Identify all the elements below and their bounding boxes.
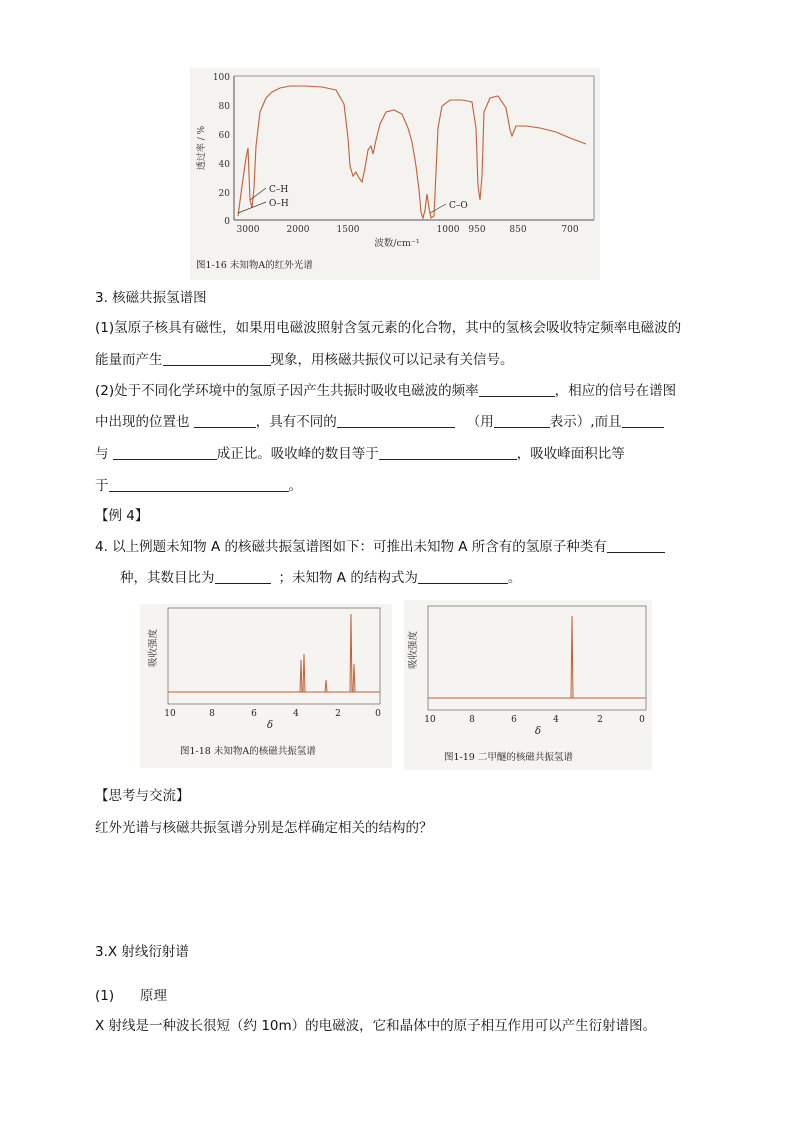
nmr-b-ylabel: 吸收强度 <box>408 630 419 670</box>
text-run: ，相应的信号在谱图 <box>554 383 677 399</box>
text-run: （用 <box>466 414 494 430</box>
ir-ytick: 100 <box>212 73 230 83</box>
ir-xtick: 2000 <box>286 225 310 235</box>
fill-blank-area-ratio[interactable] <box>109 477 289 492</box>
ir-ytick: 80 <box>218 102 230 112</box>
xray-subheading-text: (1) 原理 <box>95 988 167 1004</box>
section-heading-nmr <box>95 288 207 308</box>
ir-xtick: 1500 <box>336 225 360 235</box>
nmr-b-tick: 10 <box>424 715 436 725</box>
think-question <box>95 818 433 838</box>
paragraph-2-line-1 <box>95 381 676 401</box>
fill-blank-ratio[interactable] <box>215 569 271 584</box>
nmr-a-tick: 6 <box>251 709 257 719</box>
ir-annotation-co: C–O <box>449 201 468 211</box>
fill-blank-symbol[interactable] <box>494 413 550 428</box>
fill-blank-structure[interactable] <box>418 569 508 584</box>
ir-xtick: 3000 <box>236 225 260 235</box>
nmr-b-tick: 8 <box>469 715 475 725</box>
ir-xlabel: 波数/cm⁻¹ <box>374 238 420 249</box>
ir-xtick: 850 <box>509 225 527 235</box>
fill-blank-position[interactable] <box>194 413 256 428</box>
nmr-b-tick: 4 <box>553 715 559 725</box>
text-run: 中出现的位置也 <box>95 414 194 430</box>
ir-ytick: 0 <box>224 217 230 227</box>
nmr-spectrum-b-plot <box>404 600 652 770</box>
ir-ytick: 60 <box>218 131 230 141</box>
text-run: (2)处于不同化学环境中的氢原子因产生共振时吸收电磁波的频率 <box>95 383 479 399</box>
text-run: 种，其数目比为 <box>120 570 215 586</box>
xray-subheading <box>95 986 167 1006</box>
nmr-a-ylabel: 吸收强度 <box>148 628 159 668</box>
ir-xtick: 700 <box>561 225 579 235</box>
text-run: 与 <box>95 446 113 462</box>
example-label <box>95 506 148 526</box>
example-label-text: 【例 4】 <box>95 508 149 524</box>
ir-caption: 图1-16 未知物A的红外光谱 <box>196 260 313 271</box>
nmr-a-tick: 8 <box>209 709 215 719</box>
ir-xtick: 950 <box>468 225 486 235</box>
nmr-a-caption: 图1-18 未知物A的核磁共振氢谱 <box>180 746 316 757</box>
fill-blank-frequency[interactable] <box>479 382 555 397</box>
text-run: 。 <box>507 570 522 586</box>
text-run: ，具有不同的 <box>255 414 337 430</box>
ir-spectrum-figure <box>190 68 600 280</box>
text-run: ；未知物 A 的结构式为 <box>278 570 418 586</box>
paragraph-2-line-3 <box>95 444 625 464</box>
paragraph-2-line-4 <box>95 476 302 496</box>
fill-blank-h-types[interactable] <box>607 538 665 553</box>
text-run: 能量而产生 <box>95 352 163 368</box>
fill-blank-and[interactable] <box>622 413 664 428</box>
nmr-spectrum-a-figure <box>140 604 392 768</box>
paragraph-1-line-1 <box>95 318 681 338</box>
think-label <box>95 786 190 806</box>
section-heading-xray <box>95 942 189 962</box>
nmr-b-caption: 图1-19 二甲醚的核磁共振氢谱 <box>444 752 573 763</box>
nmr-a-tick: 10 <box>164 709 176 719</box>
nmr-b-tick: 6 <box>511 715 517 725</box>
paragraph-2-line-2 <box>95 412 664 432</box>
text-run: 4. 以上例题未知物 A 的核磁共振氢谱图如下：可推出未知物 A 所含有的氢原子种类有 <box>95 539 607 555</box>
ir-spectrum-plot <box>190 68 600 280</box>
text-run: (1)氢原子核具有磁性，如果用电磁波照射含氢元素的化合物，其中的氢核会吸收特定频率电磁波的 <box>95 320 682 336</box>
nmr-spectrum-b-figure <box>404 600 652 770</box>
xray-paragraph <box>95 1016 656 1036</box>
text-run: 表示）,而且 <box>549 414 622 430</box>
text-run: 。 <box>288 478 302 494</box>
ir-xtick: 1000 <box>436 225 460 235</box>
text-run: 于 <box>95 478 109 494</box>
think-label-text: 【思考与交流】 <box>95 788 190 804</box>
fill-blank-phenomenon[interactable] <box>163 351 271 366</box>
think-question-text: 红外光谱与核磁共振氢谱分别是怎样确定相关的结构的？ <box>95 820 433 836</box>
nmr-a-tick: 2 <box>335 709 341 719</box>
xray-paragraph-text: X 射线是一种波长很短（约 10m）的电磁波，它和晶体中的原子相互作用可以产生衍射谱图。 <box>95 1018 657 1034</box>
nmr-a-xlabel: δ <box>266 720 274 731</box>
ir-ytick: 40 <box>218 160 230 170</box>
example-question-line-2 <box>120 568 521 588</box>
ir-annotation-ch: C–H <box>269 185 289 195</box>
nmr-b-xlabel: δ <box>534 726 542 737</box>
fill-blank-proportional[interactable] <box>113 445 217 460</box>
example-question-line-1 <box>95 537 665 557</box>
nmr-spectrum-a-plot <box>140 604 392 768</box>
xray-heading-text: 3.X 射线衍射谱 <box>95 944 189 960</box>
fill-blank-peak-count[interactable] <box>379 445 517 460</box>
ir-annotation-oh: O–H <box>269 199 289 209</box>
text-run: 现象，用核磁共振仪可以记录有关信号。 <box>270 352 514 368</box>
text-run: 成正比。吸收峰的数目等于 <box>216 446 379 462</box>
nmr-a-tick: 0 <box>375 709 381 719</box>
fill-blank-shift[interactable] <box>337 413 455 428</box>
section-heading-text: 3. 核磁共振氢谱图 <box>95 290 207 306</box>
nmr-b-tick: 2 <box>597 715 603 725</box>
nmr-b-tick: 0 <box>639 715 645 725</box>
nmr-a-tick: 4 <box>293 709 299 719</box>
paragraph-1-line-2 <box>95 350 514 370</box>
ir-ytick: 20 <box>218 189 230 199</box>
text-run: ，吸收峰面积比等 <box>516 446 625 462</box>
ir-ylabel: 透过率 / % <box>197 125 207 171</box>
